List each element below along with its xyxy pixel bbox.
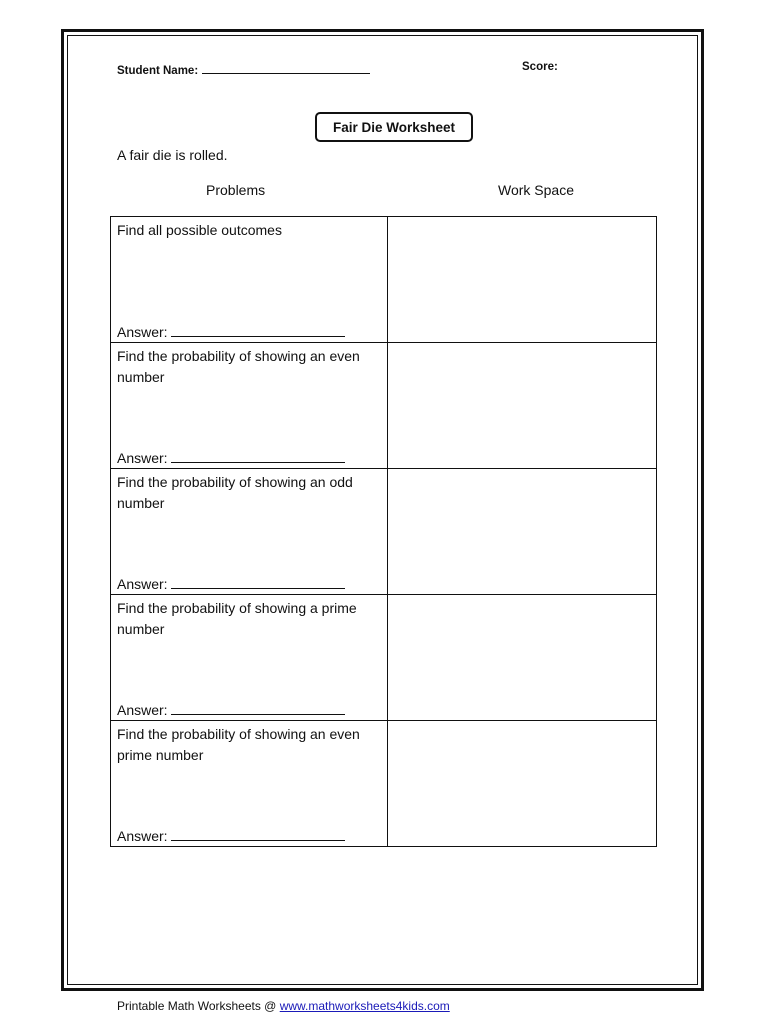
problem-text: Find all possible outcomes bbox=[117, 222, 282, 238]
answer-label: Answer: bbox=[117, 702, 168, 718]
work-space-column-header: Work Space bbox=[498, 182, 574, 198]
problem-row bbox=[111, 595, 657, 721]
intro-text: A fair die is rolled. bbox=[117, 147, 228, 163]
student-name-field bbox=[117, 61, 370, 77]
answer-blank[interactable] bbox=[171, 702, 345, 715]
problem-text: Find the probability of showing a prime number bbox=[117, 600, 357, 637]
work-space-cell[interactable] bbox=[388, 343, 657, 469]
answer-label: Answer: bbox=[117, 450, 168, 466]
problem-text: Find the probability of showing an even prime number bbox=[117, 726, 360, 763]
answer-field bbox=[117, 449, 345, 467]
problem-cell bbox=[111, 343, 388, 469]
problem-cell bbox=[111, 217, 388, 343]
answer-field bbox=[117, 323, 345, 341]
work-space-cell[interactable] bbox=[388, 721, 657, 847]
answer-label: Answer: bbox=[117, 576, 168, 592]
score-label: Score: bbox=[522, 61, 558, 73]
problem-text: Find the probability of showing an even number bbox=[117, 348, 360, 385]
answer-label: Answer: bbox=[117, 828, 168, 844]
answer-blank[interactable] bbox=[171, 828, 345, 841]
problem-text: Find the probability of showing an odd number bbox=[117, 474, 353, 511]
problems-column-header: Problems bbox=[206, 182, 266, 198]
answer-blank[interactable] bbox=[171, 576, 345, 589]
answer-blank[interactable] bbox=[171, 450, 345, 463]
problems-table bbox=[110, 216, 657, 847]
student-name-label: Student Name: bbox=[117, 65, 199, 77]
answer-blank[interactable] bbox=[171, 324, 345, 337]
answer-label: Answer: bbox=[117, 324, 168, 340]
footer bbox=[117, 999, 450, 1013]
answer-field bbox=[117, 827, 345, 845]
footer-label: Printable Math Worksheets @ bbox=[117, 999, 277, 1013]
problem-cell bbox=[111, 469, 388, 595]
footer-link[interactable]: www.mathworksheets4kids.com bbox=[279, 999, 450, 1013]
problem-cell bbox=[111, 595, 388, 721]
student-name-blank[interactable] bbox=[202, 61, 370, 74]
answer-field bbox=[117, 575, 345, 593]
problem-row bbox=[111, 469, 657, 595]
problem-cell bbox=[111, 721, 388, 847]
answer-field bbox=[117, 701, 345, 719]
work-space-cell[interactable] bbox=[388, 595, 657, 721]
worksheet-title: Fair Die Worksheet bbox=[315, 112, 473, 142]
work-space-cell[interactable] bbox=[388, 217, 657, 343]
problem-row bbox=[111, 721, 657, 847]
work-space-cell[interactable] bbox=[388, 469, 657, 595]
problem-row bbox=[111, 217, 657, 343]
problem-row bbox=[111, 343, 657, 469]
